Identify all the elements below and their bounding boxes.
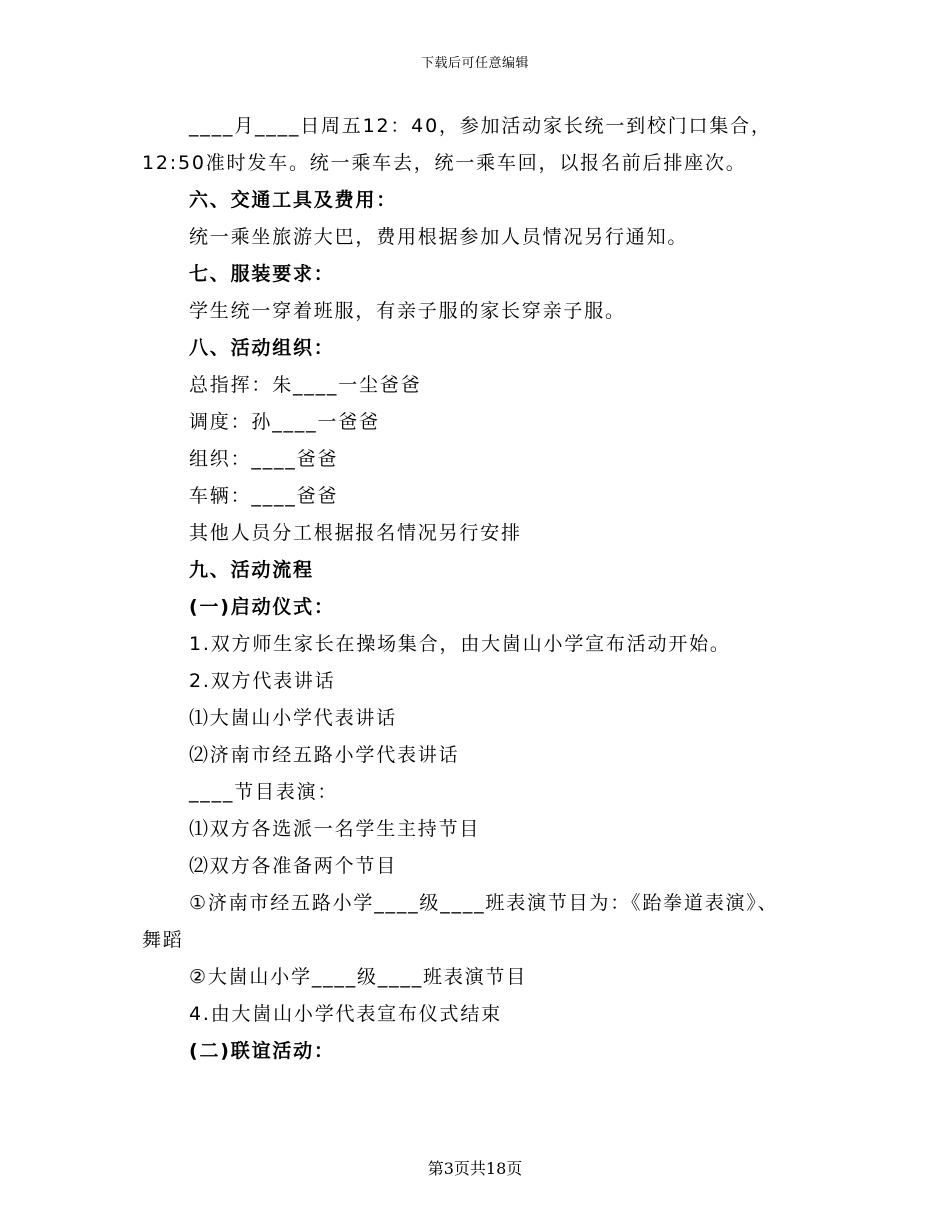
section-heading: (一)启动仪式：	[189, 596, 335, 618]
paragraph-line: 调度：孙____一爸爸	[189, 411, 380, 433]
paragraph-line: 总指挥：朱____一尘爸爸	[189, 374, 422, 396]
page-header: 下载后可任意编辑	[420, 56, 529, 71]
paragraph-line: ⑵济南市经五路小学代表讲话	[189, 744, 460, 766]
paragraph-line: 统一乘坐旅游大巴，费用根据参加人员情况另行通知。	[189, 226, 689, 248]
section-heading: (二)联谊活动：	[189, 1040, 335, 1062]
paragraph-line: ____节目表演：	[189, 781, 339, 803]
paragraph-line: ①济南市经五路小学____级____班表演节目为：《跆拳道表演》、	[189, 892, 779, 914]
paragraph-line: 12:50准时发车。统一乘车去，统一乘车回，以报名前后排座次。	[142, 152, 747, 174]
section-heading: 八、活动组织：	[189, 337, 335, 359]
document-body	[142, 108, 822, 1070]
paragraph-line: ⑴大崮山小学代表讲话	[189, 707, 398, 729]
page-number: 第3页共18页	[427, 1159, 523, 1178]
paragraph-line: 2.双方代表讲话	[189, 670, 336, 692]
paragraph-line: ____月____日周五12：40，参加活动家长统一到校门口集合，	[189, 115, 772, 137]
paragraph-line: 4.由大崮山小学代表宣布仪式结束	[189, 1003, 502, 1025]
paragraph-line: ⑵双方各准备两个节目	[189, 855, 398, 877]
paragraph-line: 学生统一穿着班服，有亲子服的家长穿亲子服。	[189, 300, 626, 322]
section-heading: 六、交通工具及费用：	[189, 189, 398, 211]
section-heading: 九、活动流程	[189, 559, 314, 581]
paragraph-line: 1.双方师生家长在操场集合，由大崮山小学宣布活动开始。	[189, 633, 731, 655]
paragraph-line: 舞蹈	[142, 929, 184, 951]
paragraph-line: ⑴双方各选派一名学生主持节目	[189, 818, 481, 840]
paragraph-line: 车辆：____爸爸	[189, 485, 339, 507]
section-heading: 七、服装要求：	[189, 263, 335, 285]
paragraph-line: 其他人员分工根据报名情况另行安排	[189, 522, 522, 544]
paragraph-line: 组织：____爸爸	[189, 448, 339, 470]
paragraph-line: ②大崮山小学____级____班表演节目	[189, 966, 528, 988]
